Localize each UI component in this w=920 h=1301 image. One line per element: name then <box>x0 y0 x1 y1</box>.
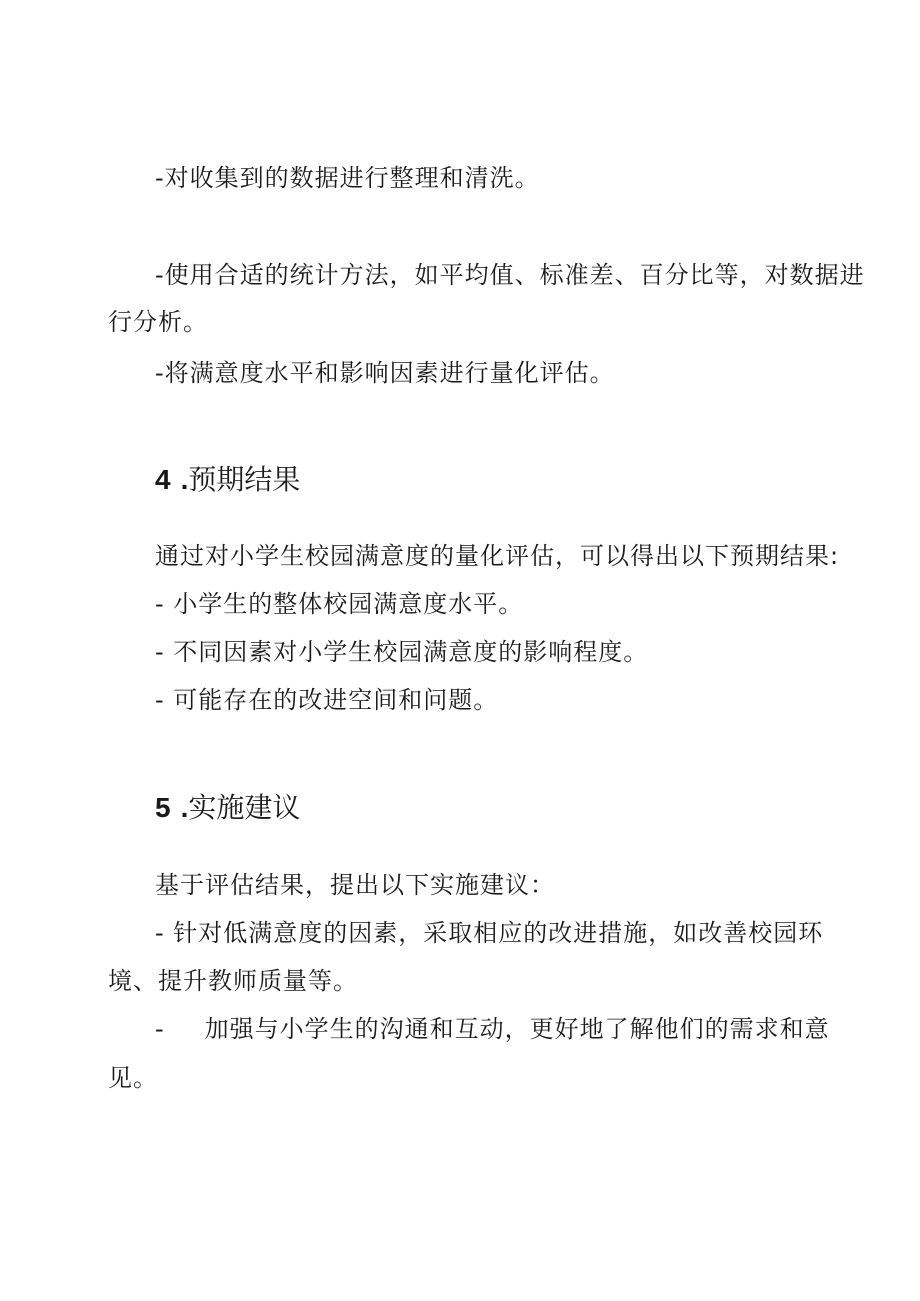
list-item: - 小学生的整体校园满意度水平。 <box>155 590 524 618</box>
paragraph: 通过对小学生校园满意度的量化评估，可以得出以下预期结果: <box>155 542 840 570</box>
section-title: 实施建议 <box>188 791 301 824</box>
section-number: 5 <box>155 792 171 823</box>
list-item: - 不同因素对小学生校园满意度的影响程度。 <box>155 638 649 666</box>
list-item-continuation: 行分析。 <box>108 308 208 336</box>
section-number-dot: . <box>180 792 189 823</box>
section-heading <box>155 463 300 497</box>
list-item <box>155 1014 830 1044</box>
list-item-text: 加强与小学生的沟通和互动，更好地了解他们的需求和意 <box>204 1015 830 1043</box>
list-item: -对收集到的数据进行整理和清洗。 <box>155 164 540 192</box>
section-title: 预期结果 <box>188 463 301 496</box>
paragraph: 基于评估结果，提出以下实施建议： <box>155 871 555 899</box>
list-item: -将满意度水平和影响因素进行量化评估。 <box>155 359 615 387</box>
list-item: - 针对低满意度的因素，采取相应的改进措施，如改善校园环 <box>155 919 824 947</box>
list-item: - 可能存在的改进空间和问题。 <box>155 686 499 714</box>
list-item-continuation: 见。 <box>108 1064 158 1092</box>
section-heading <box>155 791 300 825</box>
list-dash: - <box>155 1015 165 1043</box>
section-number: 4 <box>155 464 171 495</box>
list-item-continuation: 境、提升教师质量等。 <box>108 967 358 995</box>
section-number-dot: . <box>180 464 189 495</box>
list-item: -使用合适的统计方法，如平均值、标准差、百分比等，对数据进 <box>155 261 865 289</box>
